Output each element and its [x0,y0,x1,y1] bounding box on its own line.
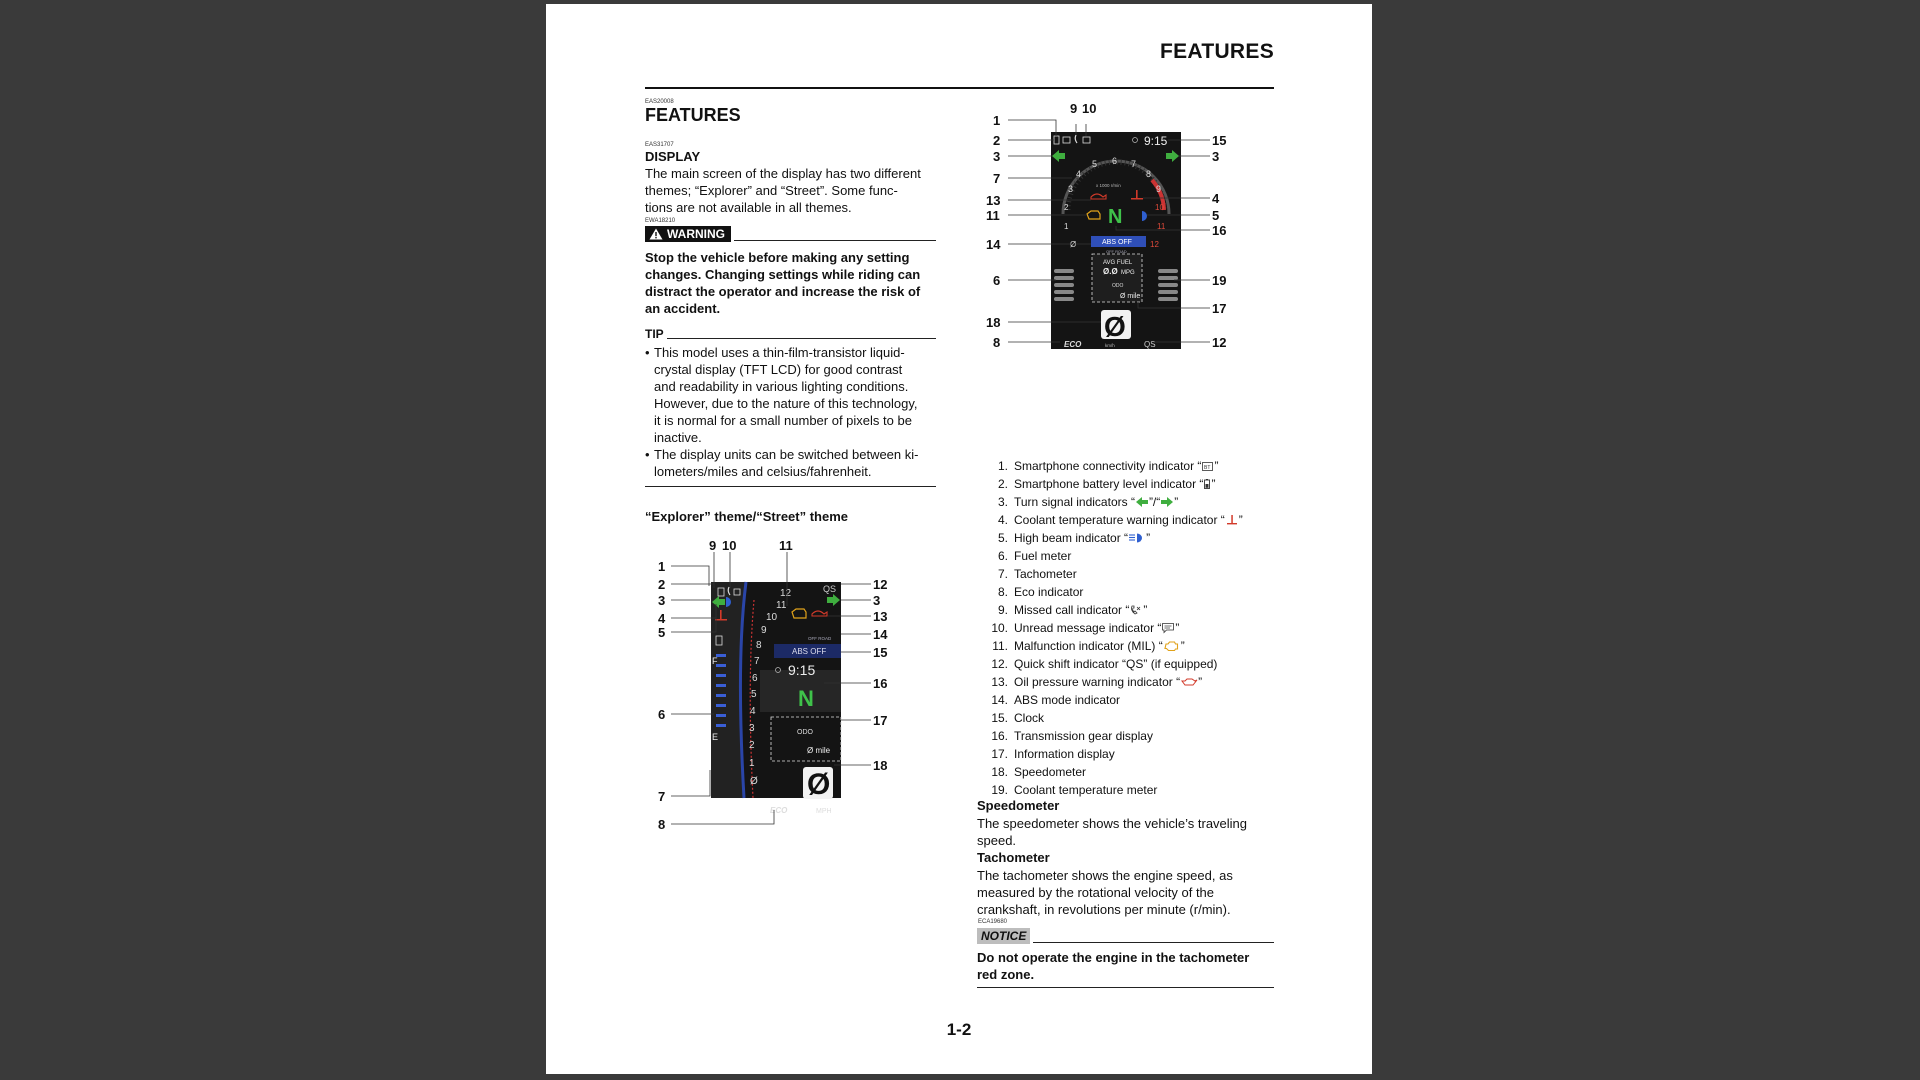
tip-line: lometers/miles and celsius/fahrenheit. [654,464,872,479]
callout-number: 17 [873,713,888,728]
legend-text: Malfunction indicator (MIL) “ [1014,639,1163,653]
notice-line: Do not operate the engine in the tachometer [977,950,1250,965]
tip-line: and readability in various lighting conditions. [654,379,909,394]
tach-number: 8 [1146,169,1152,179]
tach-number: 9 [1156,184,1162,194]
legend-text: High beam indicator “ [1014,531,1129,545]
missed-call-icon [1130,601,1142,619]
legend-number: 5. [997,531,1008,545]
tach-number: 2 [1064,203,1069,212]
tach-number: 1 [1064,222,1069,231]
callout-number: 2 [658,577,666,592]
oil-pressure-icon [1181,673,1197,691]
tach-number: 3 [1068,184,1074,194]
intro-line: tions are not available in all themes. [645,200,852,215]
legend-text: Tachometer [1014,567,1077,581]
smartphone-connectivity-icon [1202,457,1213,475]
callout-number: 10 [722,538,737,553]
legend-text: Fuel meter [1014,549,1072,563]
tach-number: 7 [754,656,760,667]
tachometer-text [977,867,1233,918]
legend-text: Turn signal indicators “ [1014,495,1135,509]
legend-number: 3. [997,495,1008,509]
display-intro [645,165,921,216]
qs-indicator: QS [823,584,837,594]
tach-number: 5 [1092,159,1098,169]
callout-number: 11 [779,538,793,553]
abs-mode-indicator: ABS OFF [792,647,827,656]
legend-text: Quick shift indicator “QS” (if equipped) [1014,657,1218,671]
legend-item [978,763,1243,781]
callout-number: 7 [993,171,1001,186]
tach-number: 10 [1155,203,1164,212]
eco-indicator: ECO [1064,340,1082,349]
legend-quote: ” [1143,603,1148,617]
odo-label: ODO [797,729,813,736]
callout-number: 14 [986,237,1001,252]
callout-number: 6 [993,273,1001,288]
legend-text: Transmission gear display [1014,729,1153,743]
svg-text:BT: BT [1204,464,1211,471]
callout-number: 15 [873,645,888,660]
callout-number: 3 [873,593,881,608]
speed-value: Ø [807,768,831,801]
legend-number: 15. [991,711,1008,725]
coolant-temperature-icon [1226,511,1238,529]
tip-list [645,344,941,480]
tip-label: TIP [645,327,664,341]
callout-number: 4 [658,611,666,626]
odo-label: ODO [1112,283,1124,289]
callout-number: 6 [658,707,666,722]
tach-number: 1 [749,758,755,769]
callout-number: 13 [986,193,1001,208]
legend-item [978,529,1243,547]
legend-number: 12. [991,657,1008,671]
tach-number: Ø [750,776,758,787]
tip-line: However, due to the nature of this technology, [654,396,918,411]
legend-text: Coolant temperature meter [1014,783,1158,797]
off-road-label: OFF ROAD [808,636,832,641]
legend-number: 18. [991,765,1008,779]
tach-number: 4 [750,706,756,717]
fuel-e-label: E [712,732,719,742]
callout-number: 12 [1212,335,1227,350]
legend-separator: ”/“ [1148,495,1161,509]
notice-line: red zone. [977,967,1035,982]
speed-unit: km/h [1105,343,1115,348]
tip-item [645,344,941,446]
legend-text: Coolant temperature warning indicator “ [1014,513,1225,527]
tach-number: 11 [776,600,787,611]
legend-number: 10. [991,621,1008,635]
legend-text: Speedometer [1014,765,1087,779]
display-code: EAS31707 [645,142,674,148]
warning-label: WARNING [667,227,725,241]
gear-display: N [798,686,814,711]
speedometer-line: speed. [977,833,1017,848]
tachometer-line: The tachometer shows the engine speed, as [977,868,1233,883]
legend-quote: ” [1146,531,1151,545]
legend-number: 7. [997,567,1008,581]
legend-text: Oil pressure warning indicator “ [1014,675,1181,689]
eco-indicator: ECO [770,806,788,815]
tach-number: Ø [1070,240,1077,249]
legend-item [978,781,1243,799]
indicator-legend [978,457,1243,799]
warning-code: EWA18210 [645,218,676,224]
rpm-label: x 1000 r/min [1096,183,1121,188]
callout-number: 16 [1212,223,1227,238]
tip-line: • This model uses a thin-film-transistor liquid- [654,345,905,360]
tach-number: 12 [1150,240,1159,249]
tip-line: it is normal for a small number of pixels to be [654,413,912,428]
legend-item [978,655,1243,673]
legend-text: Information display [1014,747,1115,761]
warning-text [645,249,920,317]
legend-item [978,511,1243,529]
legend-number: 14. [991,693,1008,707]
warning-line: distract the operator and increase the risk of [645,284,921,299]
legend-item [978,547,1243,565]
tachometer-title: Tachometer [977,850,1050,865]
speedometer-text [977,815,1247,849]
header-rule [645,87,1274,89]
callout-number: 11 [986,208,1000,223]
legend-text: Unread message indicator “ [1014,621,1162,635]
legend-text: Smartphone connectivity indicator “ [1014,459,1202,473]
notice-code: ECA19680 [978,919,1008,925]
tip-end-rule [645,486,936,487]
smartphone-battery-icon [1204,475,1210,493]
callout-number: 19 [1212,273,1227,288]
warning-line: an accident. [645,301,721,316]
section-title: FEATURES [645,105,741,125]
tip-heading [645,327,936,341]
tach-number: 5 [751,689,757,700]
legend-item [978,727,1243,745]
tach-number: 6 [1112,156,1118,166]
tip-line: inactive. [654,430,702,445]
tach-number: 7 [1131,159,1137,169]
notice-text [977,949,1249,983]
legend-number: 16. [991,729,1008,743]
tach-number: 4 [1076,169,1082,179]
themes-caption: “Explorer” theme/“Street” theme [645,509,849,524]
tach-number: 2 [749,740,755,751]
running-header: FEATURES [1159,40,1274,63]
legend-item [978,493,1243,511]
speedometer-title: Speedometer [977,798,1060,813]
legend-text: Smartphone battery level indicator “ [1014,477,1204,491]
qs-indicator: QS [1144,340,1156,349]
callout-number: 2 [993,133,1001,148]
legend-quote: ” [1175,621,1180,635]
callout-number: 4 [1212,191,1220,206]
callout-number: 3 [658,593,666,608]
legend-text: Eco indicator [1014,585,1084,599]
tach-number: 8 [756,640,762,651]
callout-number: 8 [658,817,666,832]
avg-fuel-unit: MPG [1121,270,1135,276]
legend-number: 2. [997,477,1008,491]
callout-number: 15 [1212,133,1227,148]
clock-display: 9:15 [1144,134,1168,148]
notice-heading [977,928,1274,944]
tip-rule [667,338,936,339]
tach-number: 6 [752,673,758,684]
distance-value: Ø mile [1120,293,1141,300]
abs-mode-indicator: ABS OFF [1102,239,1132,246]
legend-number: 6. [997,549,1008,563]
legend-quote: ” [1238,513,1243,527]
legend-item [978,673,1243,691]
legend-item [978,565,1243,583]
callout-number: 10 [1082,101,1097,116]
legend-number: 17. [991,747,1008,761]
callout-number: 7 [658,789,666,804]
tip-line: • The display units can be switched between ki- [654,447,919,462]
gear-display: N [1108,206,1123,228]
unread-message-icon [1162,619,1174,637]
callout-number: 3 [993,149,1001,164]
callout-number: 9 [709,538,717,553]
legend-quote: ” [1214,459,1219,473]
notice-label: NOTICE [977,928,1030,944]
callout-number: 18 [986,315,1001,330]
tip-item [645,446,941,480]
malfunction-engine-icon [1164,637,1180,655]
speed-value: Ø [1104,311,1126,342]
off-road-label: OFF ROAD [1106,249,1127,254]
tachometer-theme-display-figure [986,101,1258,434]
legend-item [978,475,1243,493]
tachometer-line: crankshaft, in revolutions per minute (r/min). [977,902,1231,917]
legend-item [978,601,1243,619]
warning-line: changes. Changing settings while riding can [645,267,921,282]
page-number: 1-2 [946,1020,972,1039]
callout-number: 1 [658,559,666,574]
notice-end-rule [977,987,1274,988]
legend-number: 1. [997,459,1008,473]
legend-number: 19. [991,783,1008,797]
fuel-f-label: F [712,656,718,666]
warning-rule [734,240,936,241]
speed-unit: MPH [816,808,832,815]
manual-page [546,4,1372,1074]
legend-item [978,637,1243,655]
tachometer-line: measured by the rotational velocity of the [977,885,1215,900]
intro-line: The main screen of the display has two different [645,166,921,181]
warning-triangle-icon [649,228,663,240]
tach-number: 10 [766,612,778,623]
callout-number: 12 [873,577,888,592]
legend-item [978,619,1243,637]
tach-number: 12 [780,588,792,599]
explorer-street-display-figure [652,540,892,862]
callout-number: 13 [873,609,888,624]
callout-number: 16 [873,676,888,691]
high-beam-icon [1129,529,1145,547]
tach-number: 11 [1157,222,1166,231]
callout-number: 1 [993,113,1001,128]
callout-number: 5 [658,625,666,640]
callout-number: 8 [993,335,1001,350]
legend-item [978,691,1243,709]
avg-fuel-label: AVG FUEL [1103,260,1133,266]
notice-rule [1033,942,1274,943]
legend-text: ABS mode indicator [1014,693,1121,707]
avg-fuel-value: Ø.Ø [1103,267,1118,276]
legend-item [978,583,1243,601]
turn-signal-left-icon [1136,493,1148,511]
speedometer-line: The speedometer shows the vehicle’s traveling [977,816,1248,831]
legend-number: 8. [997,585,1008,599]
tach-number: 9 [761,625,767,636]
callout-number: 14 [873,627,888,642]
section-code: EAS20008 [645,99,674,105]
display-title: DISPLAY [645,149,701,164]
clock-display: 9:15 [788,662,816,678]
callout-number: 9 [1070,101,1078,116]
warning-label-box [645,226,731,242]
legend-text: Clock [1014,711,1045,725]
legend-number: 13. [991,675,1008,689]
legend-quote: ” [1174,495,1179,509]
callout-number: 3 [1212,149,1220,164]
legend-number: 4. [997,513,1008,527]
legend-quote: ” [1198,675,1203,689]
legend-quote: ” [1180,639,1185,653]
legend-item [978,457,1243,475]
legend-number: 11. [992,639,1008,653]
legend-item [978,709,1243,727]
turn-signal-right-icon [1161,493,1173,511]
legend-quote: ” [1211,477,1216,491]
legend-item [978,745,1243,763]
warning-line: Stop the vehicle before making any setting [645,250,910,265]
callout-number: 5 [1212,208,1220,223]
distance-value: Ø mile [807,746,831,755]
legend-number: 9. [997,603,1008,617]
warning-heading [645,226,936,242]
tach-number: 3 [749,723,755,734]
callout-number: 17 [1212,301,1227,316]
callout-number: 18 [873,758,888,773]
tip-line: crystal display (TFT LCD) for good contrast [654,362,903,377]
legend-text: Missed call indicator “ [1014,603,1130,617]
intro-line: themes; “Explorer” and “Street”. Some func- [645,183,898,198]
